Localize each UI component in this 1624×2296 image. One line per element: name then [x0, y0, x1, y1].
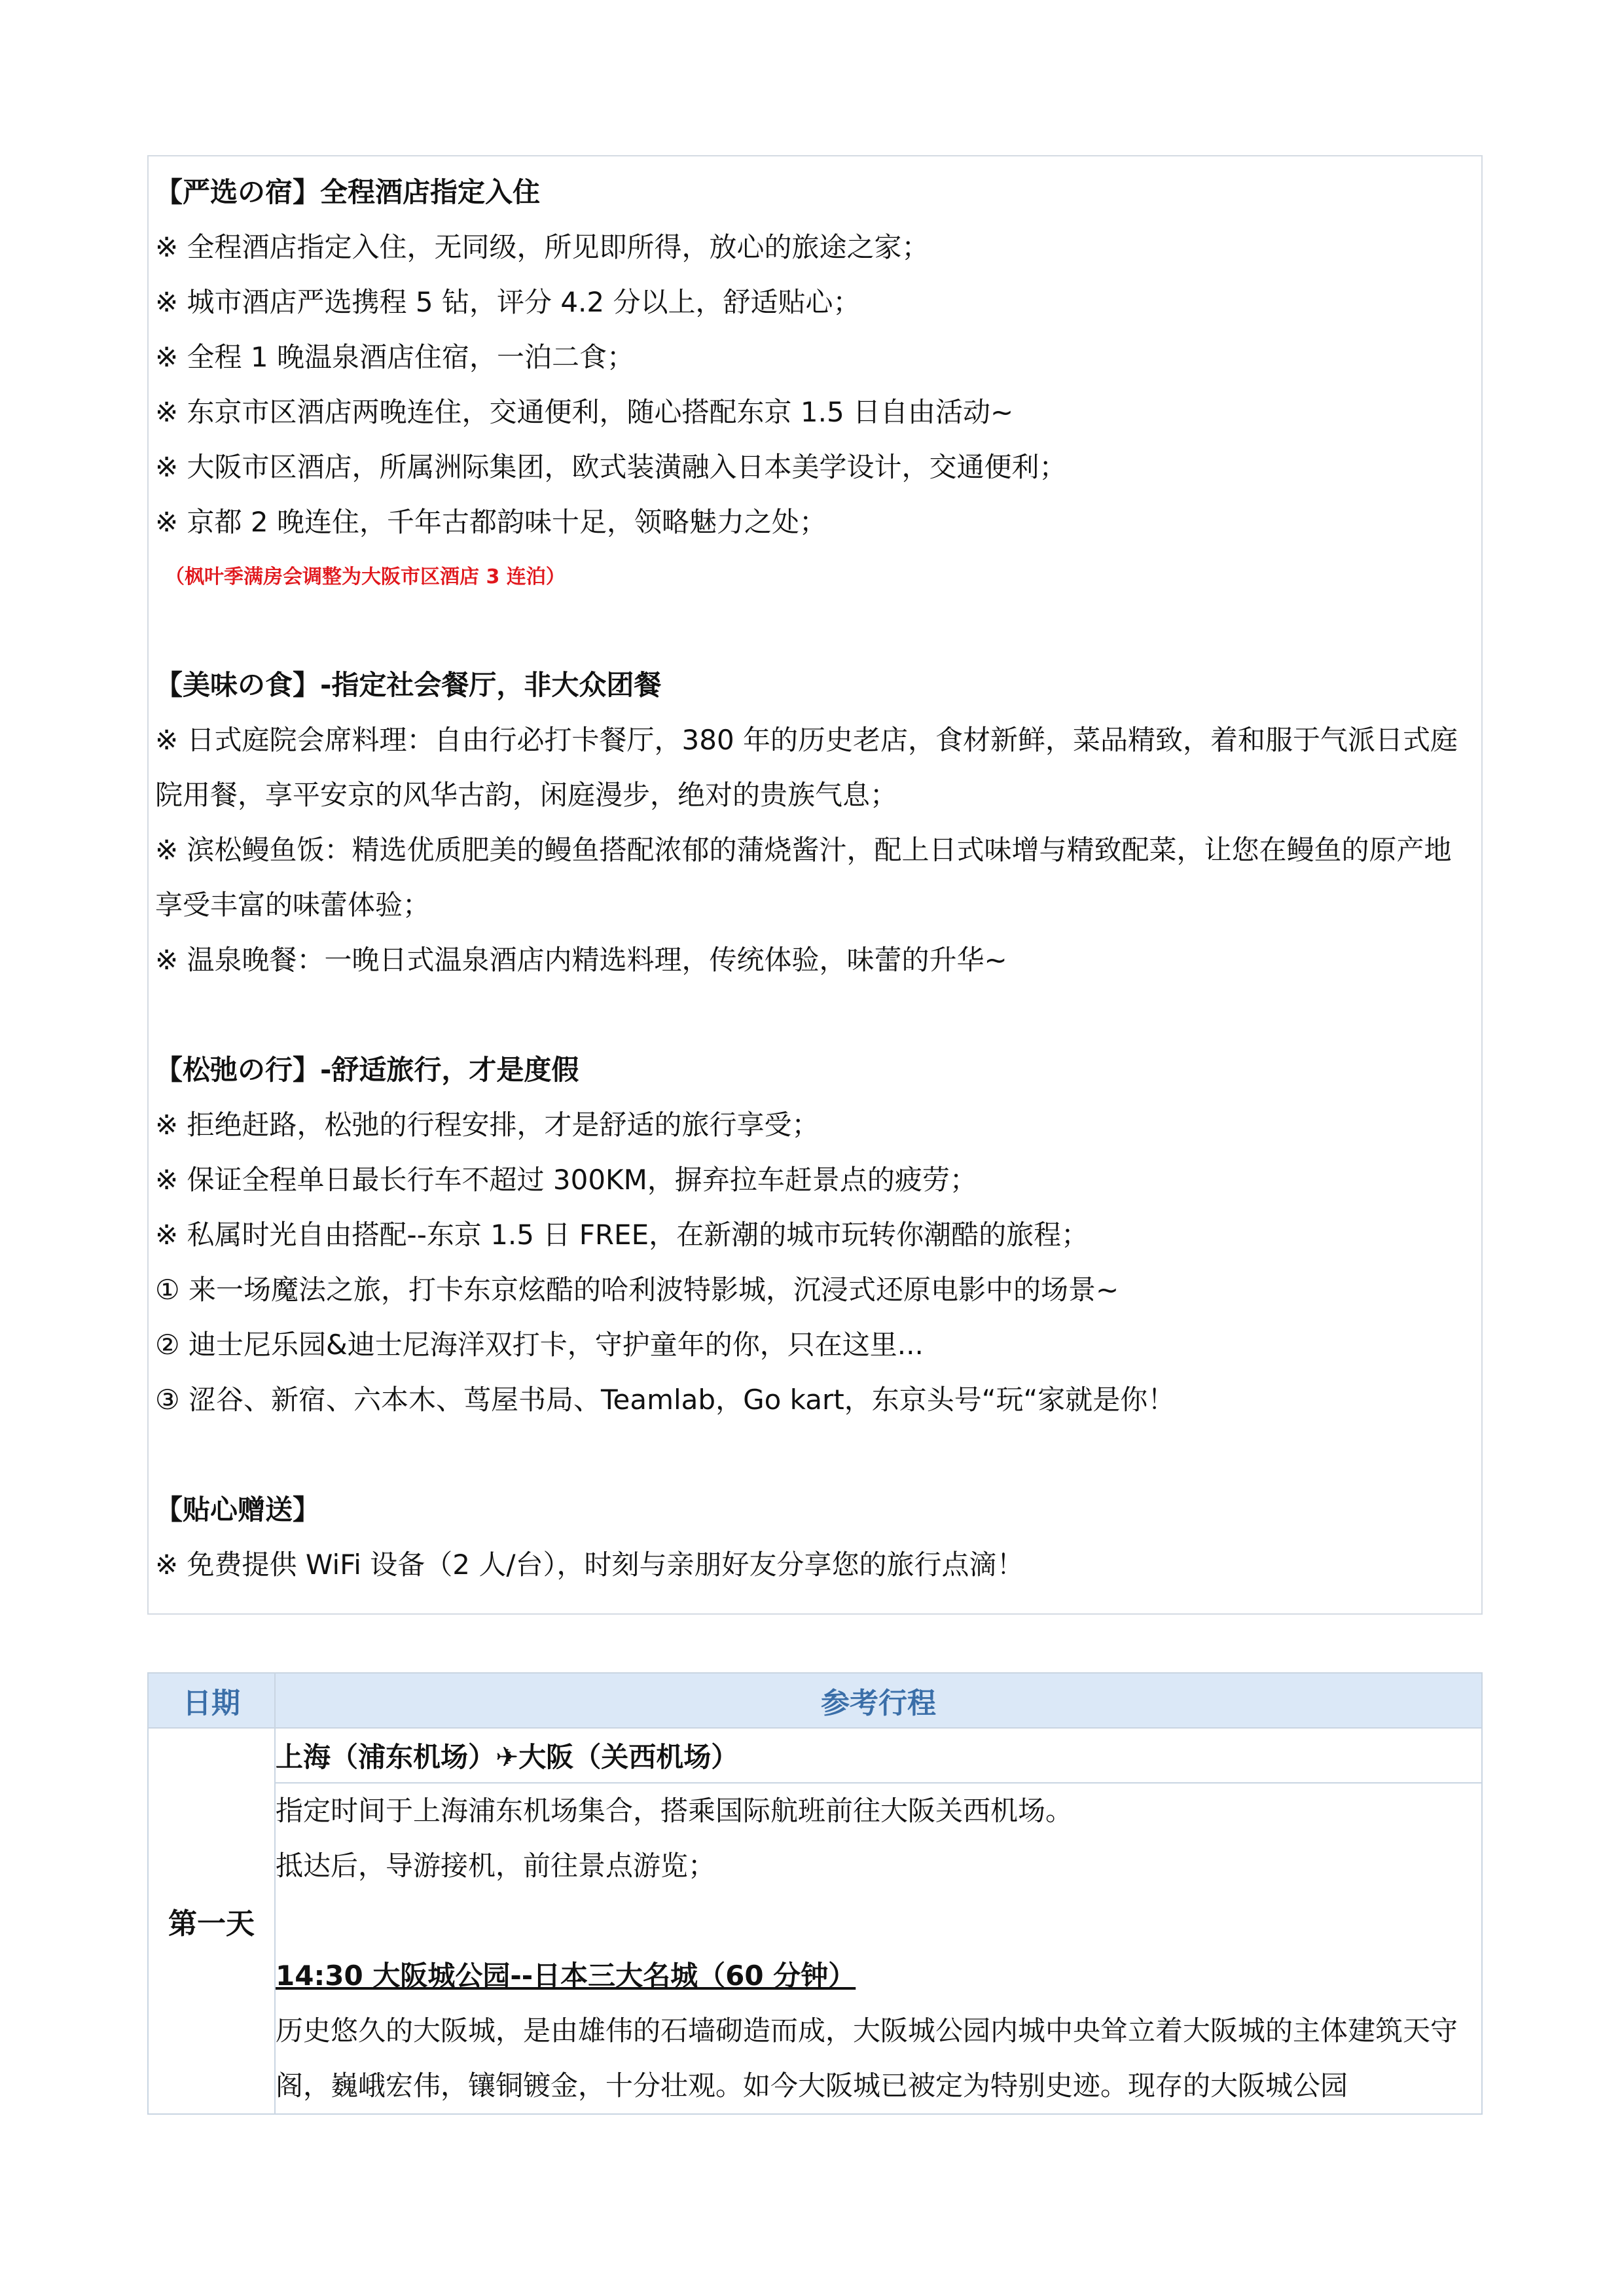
day-label: 第一天 — [148, 1728, 275, 2114]
feature-line: ※ 保证全程单日最长行车不超过 300KM，摒弃拉车赶景点的疲劳； — [155, 1164, 977, 1196]
attraction-title: 14:30 大阪城公园--日本三大名城（60 分钟） — [276, 1960, 856, 1992]
day-row — [148, 1728, 1482, 1783]
feature-line: ※ 拒绝赶路，松弛的行程安排，才是舒适的旅行享受； — [155, 1109, 820, 1141]
date-column-header: 日期 — [148, 1673, 275, 1728]
feature-line: ※ 免费提供 WiFi 设备（2 人/台），时刻与亲朋好友分享您的旅行点滴！ — [155, 1549, 1024, 1581]
feature-line: ※ 大阪市区酒店，所属洲际集团，欧式装潢融入日本美学设计，交通便利； — [155, 451, 1067, 483]
feature-line: ※ 滨松鳗鱼饭：精选优质肥美的鳗鱼搭配浓郁的蒲烧酱汁，配上日式味增与精致配菜，让您在鳗鱼的原产地享受丰富的味蕾体验； — [155, 834, 1452, 921]
feature-line: ※ 京都 2 晚连住，千年古都韵味十足，领略魅力之处； — [155, 506, 827, 538]
section-heading-gift: 【贴心赠送】 — [155, 1494, 321, 1526]
feature-line: ※ 城市酒店严选携程 5 钻，评分 4.2 分以上，舒适贴心； — [155, 286, 861, 318]
spacer — [276, 1893, 1481, 1948]
itinerary-header-row — [148, 1673, 1482, 1728]
feature-line: ※ 日式庭院会席料理：自由行必打卡餐厅，380 年的历史老店，食材新鲜，菜品精致，着和服于气派日式庭院用餐，享平安京的风华古韵，闲庭漫步，绝对的贵族气息； — [155, 724, 1458, 811]
hotel-note: （枫叶季满房会调整为大阪市区酒店 3 连泊） — [165, 565, 566, 588]
plan-column-header: 参考行程 — [275, 1673, 1482, 1728]
itinerary-table — [147, 1672, 1483, 2115]
feature-line: ※ 东京市区酒店两晚连住，交通便利，随心搭配东京 1.5 日自由活动~ — [155, 396, 1014, 428]
section-heading-food: 【美味の食】-指定社会餐厅，非大众团餐 — [155, 669, 662, 701]
attraction-description: 历史悠久的大阪城，是由雄伟的石墙砌造而成，大阪城公园内城中央耸立着大阪城的主体建筑天守阁，巍峨宏伟，镶铜镀金，十分壮观。如今大阪城已被定为特别史迹。现存的大阪城公园 — [276, 2015, 1458, 2102]
section-heading-hotel: 【严选の宿】全程酒店指定入住 — [155, 176, 541, 208]
feature-line: ② 迪士尼乐园&迪士尼海洋双打卡，守护童年的你，只在这里... — [155, 1329, 924, 1361]
day-description: 指定时间于上海浦东机场集合，搭乘国际航班前往大阪关西机场。 — [276, 1795, 1074, 1827]
day-detail-row — [148, 1783, 1482, 2114]
feature-line: ※ 温泉晚餐：一晚日式温泉酒店内精选料理，传统体验，味蕾的升华~ — [155, 944, 1007, 976]
feature-line: ※ 私属时光自由搭配--东京 1.5 日 FREE，在新潮的城市玩转你潮酷的旅程； — [155, 1219, 1089, 1251]
section-heading-travel: 【松弛の行】-舒适旅行，才是度假 — [155, 1054, 579, 1086]
feature-line: ③ 涩谷、新宿、六本木、茑屋书局、Teamlab，Go kart，东京头号“玩“家就是你！ — [155, 1384, 1176, 1416]
feature-line: ※ 全程酒店指定入住，无同级，所见即所得，放心的旅途之家； — [155, 231, 929, 263]
route-title: 上海（浦东机场）✈大阪（关西机场） — [275, 1728, 1482, 1783]
feature-line: ※ 全程 1 晚温泉酒店住宿，一泊二食； — [155, 341, 634, 373]
day-description: 抵达后，导游接机，前往景点游览； — [276, 1850, 716, 1882]
feature-line: ① 来一场魔法之旅，打卡东京炫酷的哈利波特影城，沉浸式还原电影中的场景~ — [155, 1274, 1119, 1306]
day-detail — [275, 1783, 1482, 2114]
